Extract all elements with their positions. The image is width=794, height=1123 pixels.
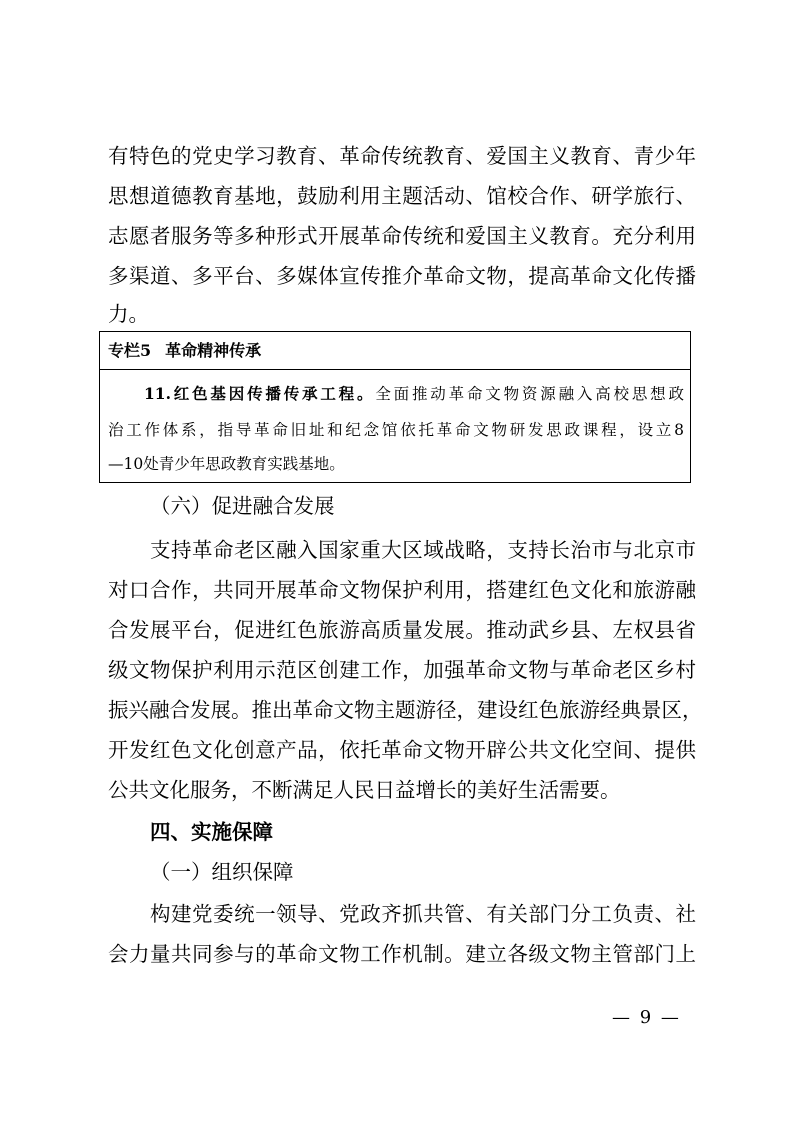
body-text-line: 开发红色文化创意产品，依托革命文物开辟公共文化空间、提供	[108, 738, 696, 762]
body-text-line: 级文物保护利用示范区创建工作，加强革命文物与革命老区乡村	[108, 658, 696, 682]
body-text-line: 合发展平台，促进红色旅游高质量发展。推动武乡县、左权县省	[108, 618, 696, 642]
section-heading: （六）促进融合发展	[150, 494, 335, 518]
section-heading: （一）组织保障	[150, 860, 294, 884]
body-text-line: 会力量共同参与的革命文物工作机制。建立各级文物主管部门上	[108, 942, 696, 966]
body-text-line: 公共文化服务，不断满足人民日益增长的美好生活需要。	[108, 778, 621, 802]
body-text-line: 构建党委统一领导、党政齐抓共管、有关部门分工负责、社	[150, 902, 696, 926]
special-column-item-line: —10处青少年思政教育实践基地。	[108, 455, 345, 473]
body-text-line: 思想道德教育基地，鼓励利用主题活动、馆校合作、研学旅行、	[108, 184, 696, 208]
special-column-item-line	[144, 379, 684, 409]
page-number: — 9 —	[612, 1007, 681, 1028]
special-column-label: 专栏5	[108, 341, 152, 360]
special-column-title	[100, 332, 690, 370]
chapter-heading: 四、实施保障	[150, 820, 273, 844]
body-text-line: 支持革命老区融入国家重大区域战略，支持长治市与北京市	[150, 538, 696, 562]
body-text-line: 志愿者服务等多种形式开展革命传统和爱国主义教育。充分利用	[108, 224, 696, 248]
special-column-box	[99, 331, 691, 483]
special-column-item-text: 全面推动革命文物资源融入高校思想政	[375, 385, 684, 403]
special-column-item-line: 治工作体系，指导革命旧址和纪念馆依托革命文物研发思政课程，设立8	[108, 421, 684, 439]
special-column-title-text: 革命精神传承	[165, 341, 262, 360]
body-text-line: 振兴融合发展。推出革命文物主题游径，建设红色旅游经典景区，	[108, 698, 703, 722]
body-text-line: 多渠道、多平台、多媒体宣传推介革命文物，提高革命文化传播	[108, 264, 696, 288]
body-text-line: 力。	[108, 302, 149, 326]
body-text-line: 有特色的党史学习教育、革命传统教育、爱国主义教育、青少年	[108, 144, 696, 168]
special-column-item-title: 11.红色基因传播传承工程。	[144, 384, 376, 403]
body-text-line: 对口合作，共同开展革命文物保护利用，搭建红色文化和旅游融	[108, 578, 696, 602]
